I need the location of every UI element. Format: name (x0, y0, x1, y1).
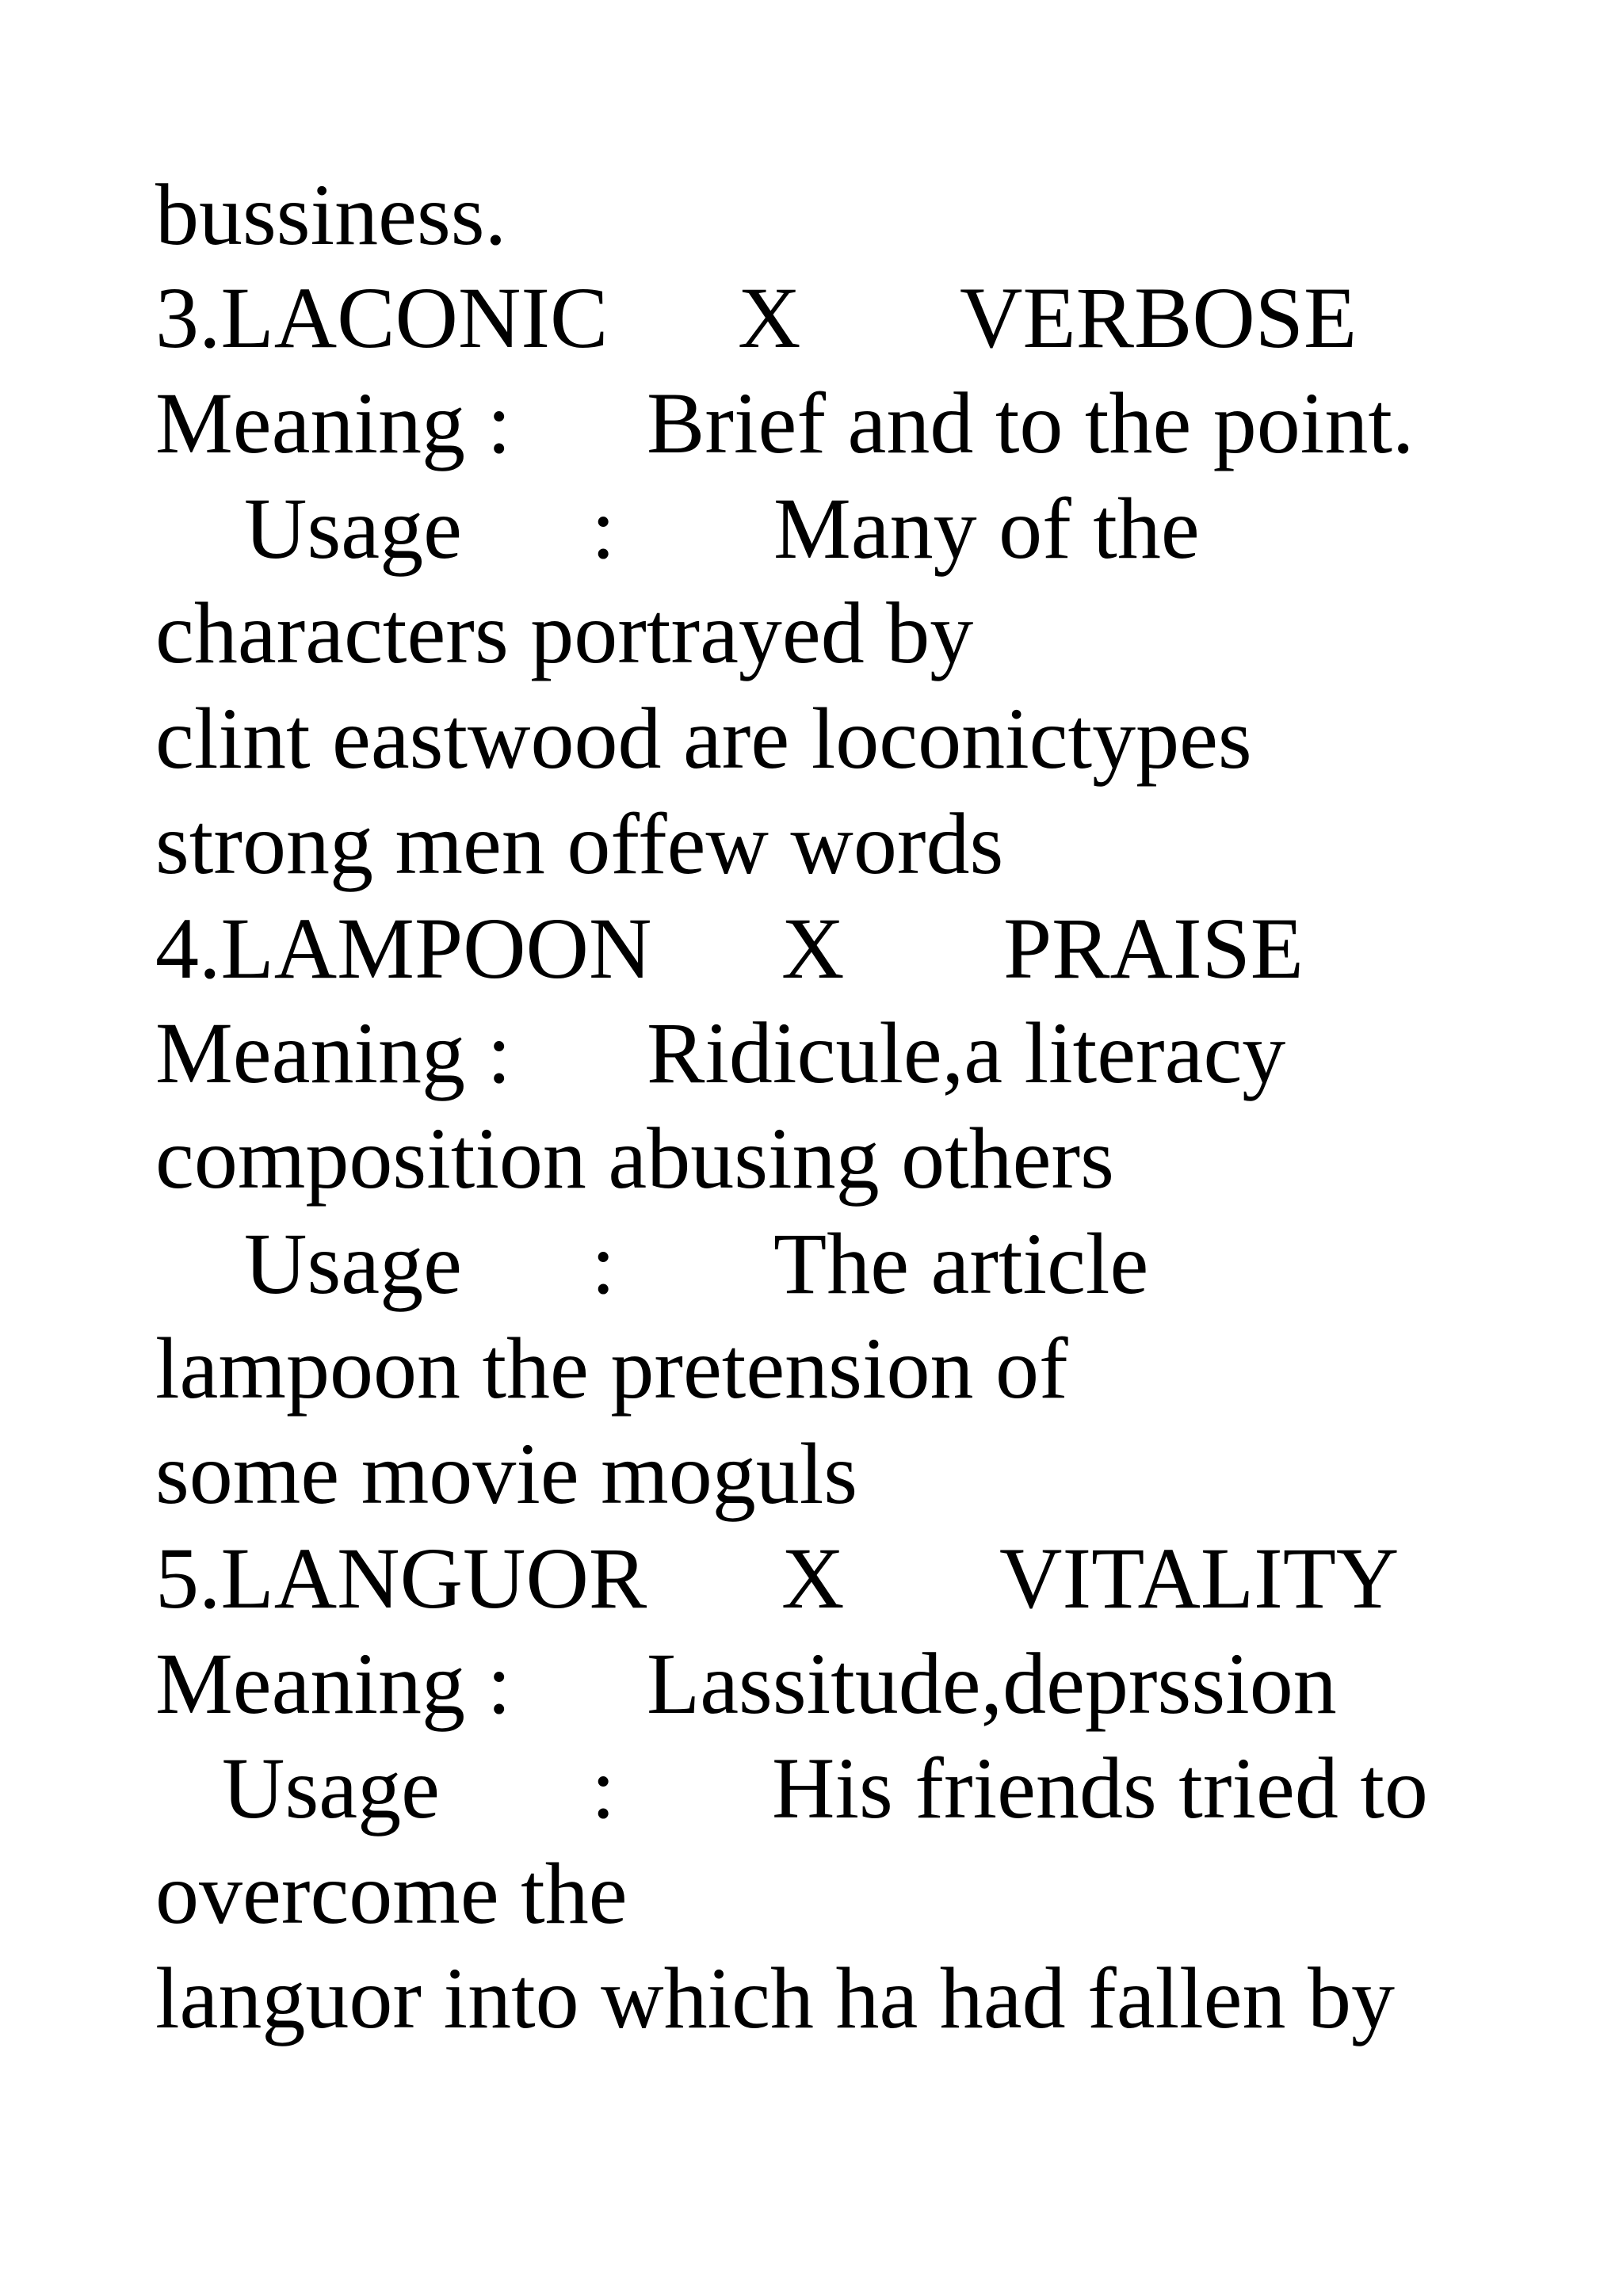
meaning-label: Meaning : (155, 375, 512, 471)
text-line (155, 162, 507, 268)
usage-label: Usage (244, 1215, 462, 1312)
usage-line (155, 1736, 1582, 1841)
word-heading-laconic (155, 265, 1582, 371)
antonym: PRAISE (1003, 900, 1304, 997)
word-heading-languor (155, 1526, 1582, 1631)
usage-value: His friends tried to (772, 1740, 1428, 1836)
usage-label: Usage (244, 480, 462, 577)
antonym: VITALITY (999, 1530, 1400, 1627)
versus-mark: X (781, 900, 845, 997)
text-line (155, 1946, 1396, 2051)
meaning-line (155, 371, 1582, 476)
text-line (155, 1421, 858, 1527)
meaning-value: Lassitude,deprssion (647, 1635, 1337, 1732)
usage-line (155, 476, 1582, 582)
headword: 3.LACONIC (155, 269, 609, 366)
meaning-value: Ridicule,a literacy (647, 1005, 1286, 1101)
text-line (155, 1841, 628, 1947)
versus-mark: X (738, 269, 801, 366)
text-line (155, 1106, 1114, 1211)
line-text: characters portrayed by (155, 585, 974, 681)
versus-mark: X (781, 1530, 845, 1627)
line-text: lampoon the pretension of (155, 1320, 1068, 1417)
meaning-value: Brief and to the point. (647, 375, 1415, 471)
usage-colon: : (591, 1740, 616, 1836)
meaning-label: Meaning : (155, 1635, 512, 1732)
word-heading-lampoon (155, 896, 1582, 1001)
text-line (155, 686, 1252, 791)
line-text: overcome the (155, 1845, 628, 1942)
meaning-label: Meaning : (155, 1005, 512, 1101)
usage-value: Many of the (773, 480, 1200, 577)
antonym: VERBOSE (960, 269, 1358, 366)
usage-line (155, 1211, 1582, 1317)
line-text: clint eastwood are loconictypes (155, 690, 1252, 787)
text-line (155, 791, 1004, 897)
line-text: some movie moguls (155, 1425, 858, 1522)
headword: 4.LAMPOON (155, 900, 652, 997)
headword: 5.LANGUOR (155, 1530, 647, 1627)
text-line (155, 581, 974, 686)
line-text: strong men offew words (155, 795, 1004, 892)
usage-colon: : (591, 480, 616, 577)
usage-label: Usage (222, 1740, 440, 1836)
usage-colon: : (591, 1215, 616, 1312)
line-text: composition abusing others (155, 1110, 1114, 1207)
line-text: bussiness. (155, 166, 507, 263)
usage-value: The article (773, 1215, 1149, 1312)
line-text: languor into which ha had fallen by (155, 1950, 1396, 2046)
meaning-line (155, 1001, 1582, 1106)
meaning-line (155, 1631, 1582, 1737)
text-line (155, 1316, 1068, 1421)
